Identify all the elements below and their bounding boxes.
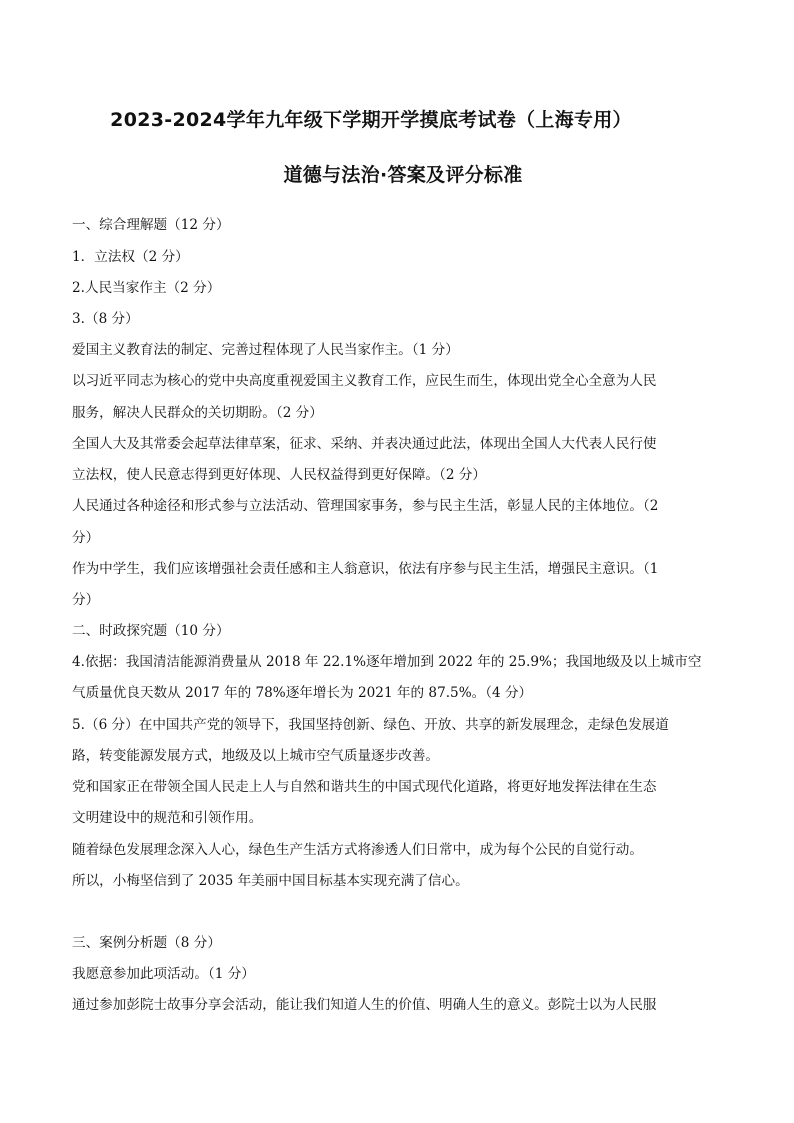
answer-line: 文明建设中的规范和引领作用。 [72,810,263,826]
page-subtitle: 道德与法治·答案及评分标准 [283,164,523,186]
section-heading-1: 一、综合理解题（12 分） [72,217,230,233]
answer-line: 分） [72,592,100,608]
answer-line: 立法权，使人民意志得到更好体现、人民权益得到更好保障。（2 分） [72,467,486,483]
answer-line: 党和国家正在带领全国人民走上人与自然和谐共生的中国式现代化道路，将更好地发挥法律在生态 [72,779,657,795]
answer-line: 全国人大及其常委会起草法律草案，征求、采纳、并表决通过此法，体现出全国人大代表人民行使 [72,436,657,452]
answer-line: 作为中学生，我们应该增强社会责任感和主人翁意识，依法有序参与民主生活，增强民主意识。（1 [72,561,659,577]
answer-line: 3.（8 分） [72,311,139,327]
section-heading-2: 二、时政探究题（10 分） [72,623,230,639]
answer-line: 1．立法权（2 分） [72,249,189,265]
answer-line: 所以，小梅坚信到了 2035 年美丽中国目标基本实现充满了信心。 [72,873,469,889]
answer-line: 服务，解决人民群众的关切期盼。（2 分） [72,405,323,421]
answer-line: 2.人民当家作主（2 分） [72,280,221,296]
answer-line: 通过参加彭院士故事分享会活动，能让我们知道人生的价值、明确人生的意义。彭院士以为人民服 [72,997,657,1013]
answer-line: 分） [72,530,100,546]
section-heading-3: 三、案例分析题（8 分） [72,935,221,951]
page-title: 2023-2024学年九年级下学期开学摸底考试卷（上海专用） [110,109,632,131]
answer-line: 随着绿色发展理念深入人心，绿色生产生活方式将渗透人们日常中，成为每个公民的自觉行动。 [72,842,643,858]
answer-line: 路，转变能源发展方式，地级及以上城市空气质量逐步改善。 [72,748,440,764]
answer-line: 以习近平同志为核心的党中央高度重视爱国主义教育工作，应民生而生，体现出党全心全意为人民 [72,373,657,389]
answer-line: 人民通过各种途径和形式参与立法活动、管理国家事务，参与民主生活，彰显人民的主体地位。（2 [72,498,659,514]
answer-line: 爱国主义教育法的制定、完善过程体现了人民当家作主。（1 分） [72,342,459,358]
answer-line: 5.（6 分）在中国共产党的领导下，我国坚持创新、绿色、开放、共享的新发展理念，走绿色发展道 [72,717,669,733]
answer-line: 4.依据：我国清洁能源消费量从 2018 年 22.1%逐年增加到 2022 年的 25.9%；我国地级及以上城市空 [72,654,702,670]
answer-line: 我愿意参加此项活动。（1 分） [72,966,255,982]
answer-line: 气质量优良天数从 2017 年的 78%逐年增长为 2021 年的 87.5%。（4 分） [72,685,533,701]
